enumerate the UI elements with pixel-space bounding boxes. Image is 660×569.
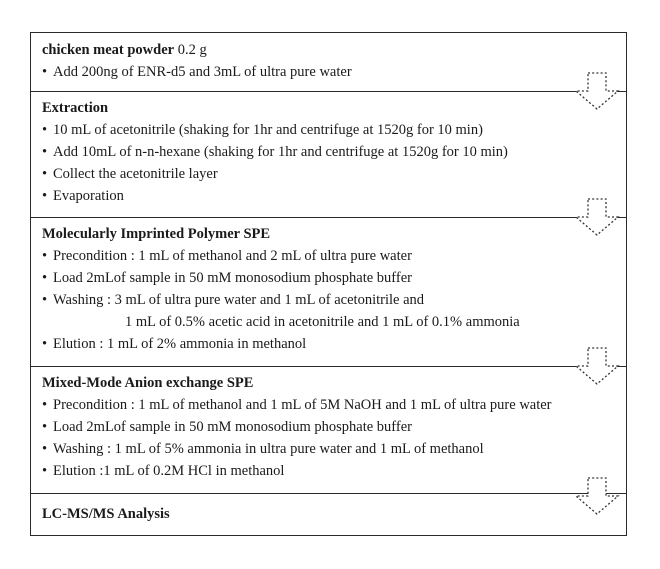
list-item-text: Elution : 1 mL of 2% ammonia in methanol <box>53 336 307 352</box>
list-item <box>42 394 626 416</box>
bullet: • <box>42 336 48 352</box>
step-title <box>42 39 626 61</box>
step-title: LC-MS/MS Analysis <box>42 506 170 522</box>
list-item-text: Load 2mLof sample in 50 mM monosodium phosphate buffer <box>53 419 412 435</box>
bullet: • <box>42 188 48 204</box>
step-mip-spe <box>31 217 626 366</box>
step-sample-prep <box>31 39 626 91</box>
list-item <box>42 163 626 185</box>
bullet: • <box>42 144 48 160</box>
dotted-down-arrow-icon <box>574 346 620 384</box>
step-title: Mixed-Mode Anion exchange SPE <box>42 375 254 391</box>
list-item-text: Collect the acetonitrile layer <box>53 166 218 182</box>
dotted-down-arrow-icon <box>574 476 620 514</box>
bullet: • <box>42 64 48 80</box>
list-item-text: Evaporation <box>53 188 124 204</box>
list-item-text: Load 2mLof sample in 50 mM monosodium phosphate buffer <box>53 270 412 286</box>
list-item-text: Washing : 3 mL of ultra pure water and 1 mL of acetonitrile and <box>53 292 425 308</box>
step-title-bold: chicken meat powder <box>42 42 175 58</box>
list-item <box>42 333 626 355</box>
bullet: • <box>42 419 48 435</box>
bullet: • <box>42 122 48 138</box>
list-item-text: Add 200ng of ENR-d5 and 3mL of ultra pure water <box>53 64 352 80</box>
list-item-text: Precondition : 1 mL of methanol and 2 mL of ultra pure water <box>53 248 412 264</box>
workflow-diagram <box>30 32 627 536</box>
bullet: • <box>42 292 48 308</box>
bullet: • <box>42 463 48 479</box>
list-item <box>42 267 626 289</box>
list-item <box>42 141 626 163</box>
list-item <box>42 185 626 207</box>
list-item <box>42 460 626 482</box>
step-lcms-analysis <box>31 493 626 535</box>
step-title: Extraction <box>42 100 109 116</box>
list-item-text: Washing : 1 mL of 5% ammonia in ultra pure water and 1 mL of methanol <box>53 441 484 457</box>
bullet: • <box>42 248 48 264</box>
step-title: Molecularly Imprinted Polymer SPE <box>42 226 271 242</box>
list-item <box>42 245 626 267</box>
bullet: • <box>42 397 48 413</box>
list-item <box>42 119 626 141</box>
bullet: • <box>42 166 48 182</box>
list-item-text: 10 mL of acetonitrile (shaking for 1hr and centrifuge at 1520g for 10 min) <box>53 122 483 138</box>
list-item-text: Add 10mL of n-n-hexane (shaking for 1hr and centrifuge at 1520g for 10 min) <box>53 144 508 160</box>
bullet: • <box>42 270 48 286</box>
list-item <box>42 416 626 438</box>
list-item <box>42 289 626 311</box>
dotted-down-arrow-icon <box>574 197 620 235</box>
list-item-continuation: 1 mL of 0.5% acetic acid in acetonitrile and 1 mL of 0.1% ammonia <box>125 314 520 330</box>
list-item <box>42 61 626 83</box>
list-item <box>42 438 626 460</box>
dotted-down-arrow-icon <box>574 71 620 109</box>
step-title-amount: 0.2 g <box>174 42 207 58</box>
list-item-text: Elution :1 mL of 0.2M HCl in methanol <box>53 463 285 479</box>
list-item-text: Precondition : 1 mL of methanol and 1 mL of 5M NaOH and 1 mL of ultra pure water <box>53 397 552 413</box>
bullet: • <box>42 441 48 457</box>
step-mixed-mode-spe <box>31 366 626 493</box>
step-extraction <box>31 91 626 217</box>
